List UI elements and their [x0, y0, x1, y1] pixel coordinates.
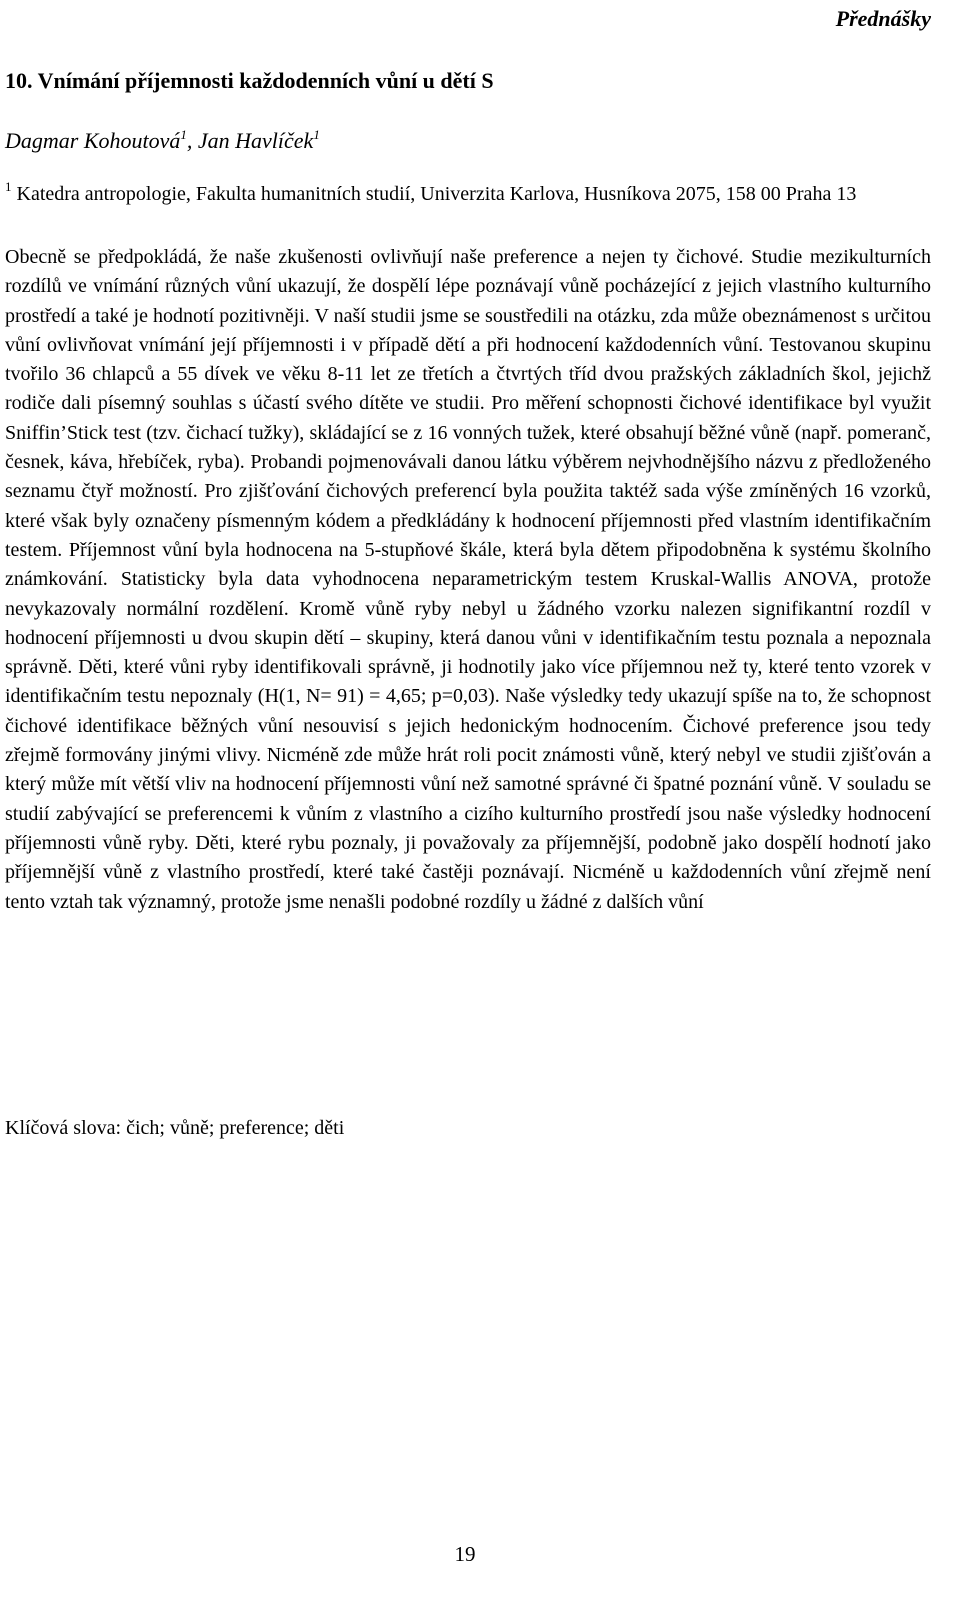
- affiliation-text: Katedra antropologie, Fakulta humanitních studií, Univerzita Karlova, Husníkova 2075, 158 00 Praha 13: [11, 183, 857, 205]
- affiliation-marker: 1: [5, 179, 12, 195]
- author-name: Dagmar Kohoutová: [5, 128, 181, 153]
- keywords: Klíčová slova: čich; vůně; preference; děti: [5, 1117, 345, 1139]
- author-line: [5, 128, 320, 154]
- affiliation: [5, 180, 931, 209]
- author-name: Jan Havlíček: [197, 128, 314, 153]
- page-number: 19: [454, 1542, 476, 1566]
- affiliation-marker: 1: [313, 126, 320, 142]
- abstract-text: Obecně se předpokládá, že naše zkušenosti ovlivňují naše preference a nejen ty čichové. Studie mezikulturních rozdílů ve vnímání různých vůní ukazují, že dospělí lépe poznávají vůně pocházející z jejich vlastního kulturního prostředí a také je hodnotí pozitivněji. V naší studii jsme se soustředili na otázku, zda může obeznámenost s určitou vůní ovlivňovat vnímání její příjemnosti i v případě dětí a při hodnocení každodenních vůní. Testovanou skupinu tvořilo 36 chlapců a 55 dívek ve věku 8-11 let ze třetích a čtvrtých tříd dvou pražských základních škol, jejichž rodiče dali písemný souhlas s účastí svého dítěte ve studii. Pro měření schopnosti čichové identifikace byl využit Sniffin’Stick test (tzv. čichací tužky), skládající se z 16 vonných tužek, které obsahují běžné vůně (např. pomeranč, česnek, káva, hřebíček, ryba). Probandi pojmenovávali danou látku výběrem nejvhodnějšího názvu z předloženého seznamu čtyř možností. Pro zjišťování čichových preferencí byla použita taktéž sada výše zmíněných 16 vzorků, které však byly označeny písmenným kódem a předkládány k hodnocení příjemnosti před vlastním identifikačním testem. Příjemnost vůní byla hodnocena na 5-stupňové škále, která byla dětem připodobněna k systému školního známkování. Statisticky byla data vyhodnocena neparametrickým testem Kruskal-Wallis ANOVA, protože nevykazovaly normální rozdělení. Kromě vůně ryby nebyl u žádného vzorku nalezen signifikantní rozdíl v hodnocení příjemnosti u dvou skupin dětí – skupiny, která danou vůni v identifikačním testu poznala a nepoznala správně. Děti, které vůni ryby identifikovali správně, ji hodnotily jako více příjemnou než ty, které tento vzorek v identifikačním testu nepoznaly (H(1, N= 91) = 4,65; p=0,03). Naše výsledky tedy ukazují spíše na to, že schopnost čichové identifikace běžných vůní nesouvisí s jejich hedonickým hodnocením. Čichové preference jsou tedy zřejmě formovány jinými vlivy. Nicméně zde může hrát roli pocit známosti vůně, který nebyl ve studii zjišťován a který může mít větší vliv na hodnocení příjemnosti vůní než samotné správné či špatné poznání vůně. V souladu se studií zabývající se preferencemi k vůním z vlastního a cizího kulturního prostředí jsou naše výsledky hodnocení příjemnosti vůně ryby. Děti, které rybu poznaly, ji považovaly za příjemnější, podobně jako dospělí hodnotí jako příjemnější vůně z vlastního prostředí, které také častěji poznávají. Nicméně u každodenních vůní zřejmě není tento vztah tak významný, protože jsme nenašli podobné rozdíly u žádné z dalších vůní: [5, 246, 931, 913]
- author-separator: ,: [186, 128, 198, 153]
- affiliation-marker: 1: [180, 126, 187, 142]
- article-title: 10. Vnímání příjemnosti každodenních vůní u dětí S: [5, 68, 494, 93]
- section-label: Přednášky: [835, 6, 931, 31]
